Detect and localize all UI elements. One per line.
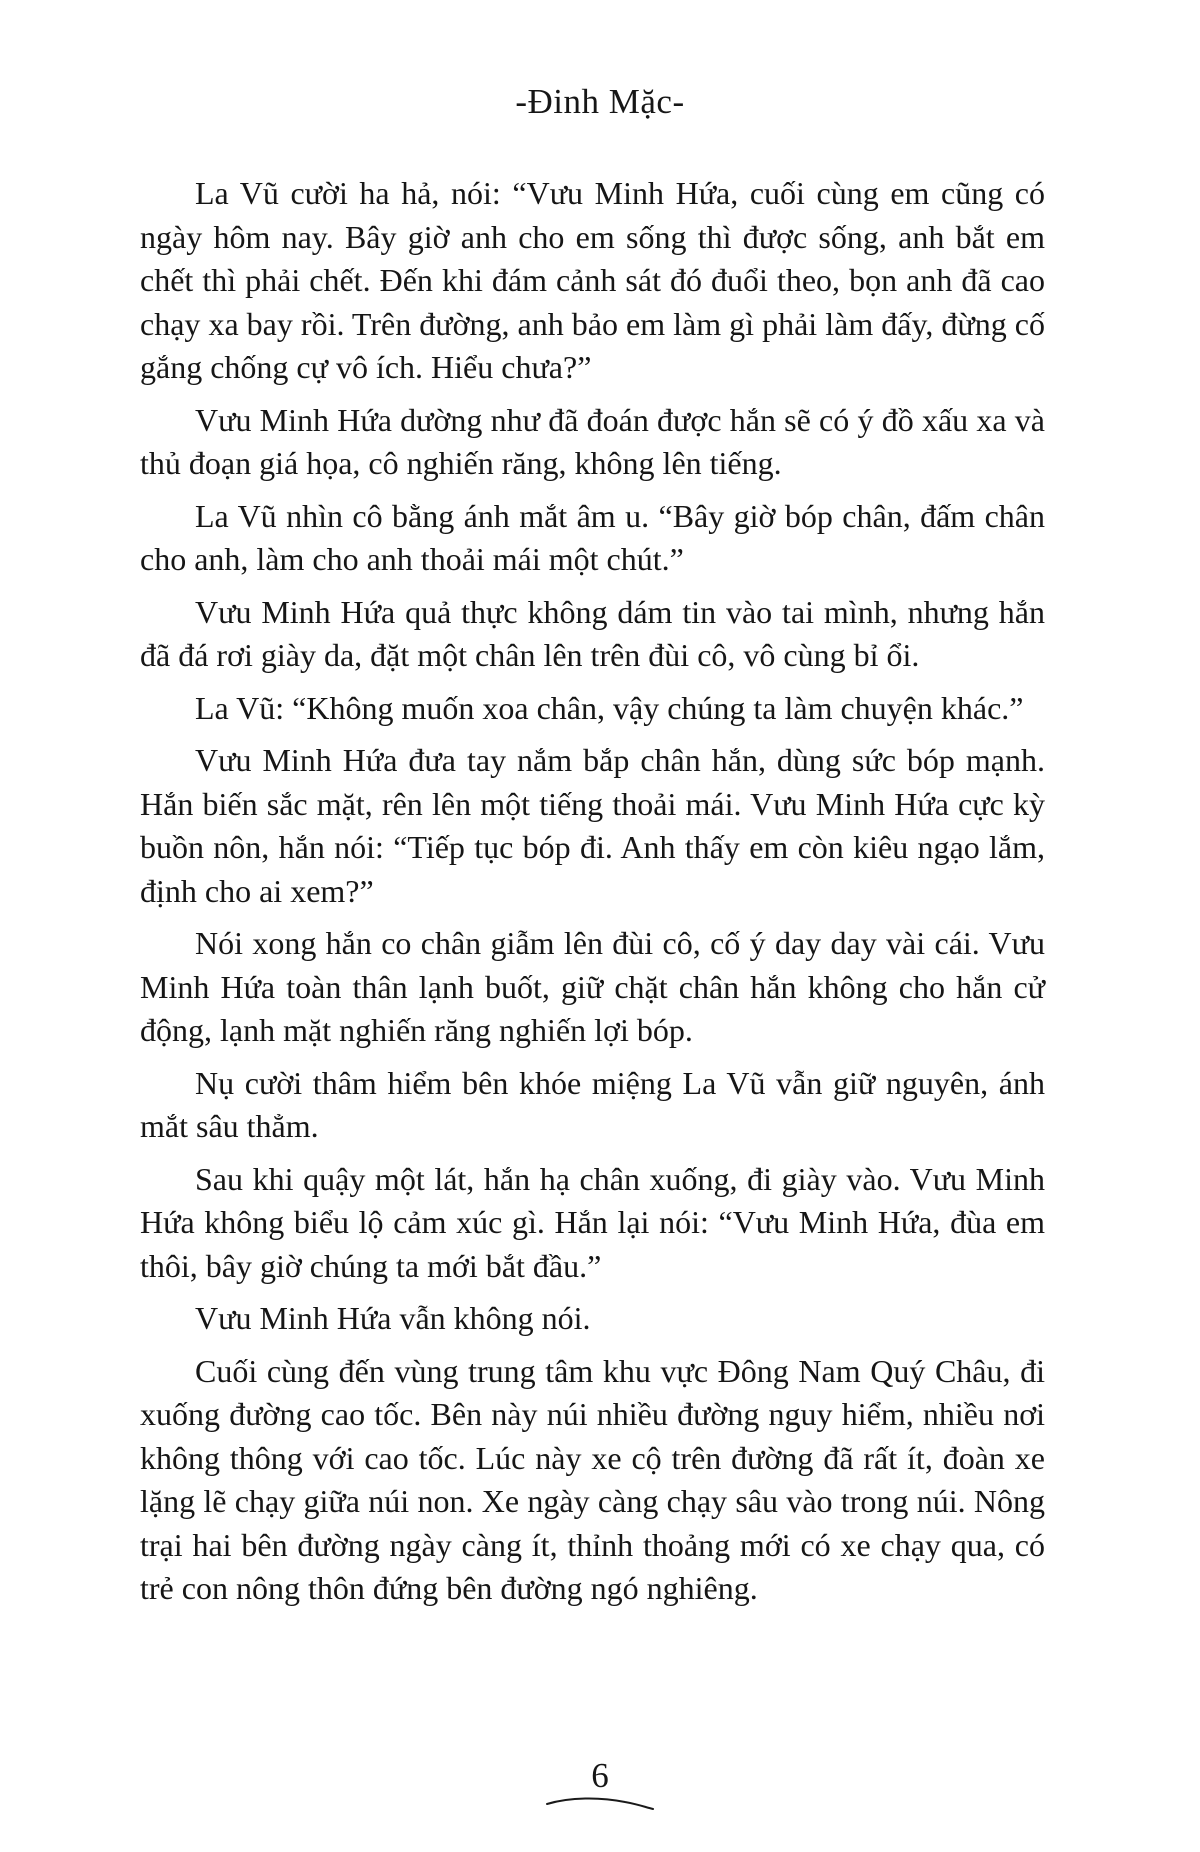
paragraph-7: Nói xong hắn co chân giẫm lên đùi cô, cố ý day day vài cái. Vưu Minh Hứa toàn thân lạnh buốt, giữ chặt chân hắn không cho hắn cử động, lạnh mặt nghiến răng nghiến lợi bóp. bbox=[140, 925, 1045, 1048]
paragraph-3: La Vũ nhìn cô bằng ánh mắt âm u. “Bây giờ bóp chân, đấm chân cho anh, làm cho anh thoải mái một chút.” bbox=[140, 497, 1045, 577]
paragraph-4: Vưu Minh Hứa quả thực không dám tin vào tai mình, nhưng hắn đã đá rơi giày da, đặt một chân lên trên đùi cô, vô cùng bỉ ổi. bbox=[140, 593, 1045, 673]
paragraph-8: Nụ cười thâm hiểm bên khóe miệng La Vũ vẫn giữ nguyên, ánh mắt sâu thẳm. bbox=[140, 1064, 1045, 1144]
running-header: -Đinh Mặc- bbox=[515, 82, 685, 121]
body-text bbox=[140, 172, 1045, 1620]
paragraph-1: La Vũ cười ha hả, nói: “Vưu Minh Hứa, cuối cùng em cũng có ngày hôm nay. Bây giờ anh cho em sống thì được sống, anh bắt em chết thì phải chết. Đến khi đám cảnh sát đó đuổi theo, bọn anh đã cao chạy xa bay rồi. Trên đường, anh bảo em làm gì phải làm đấy, đừng cố gắng chống cự vô ích. Hiểu chưa?” bbox=[140, 175, 1045, 385]
page-number: 6 bbox=[591, 1756, 609, 1795]
swash-ornament-icon bbox=[545, 1795, 655, 1811]
paragraph-10: Vưu Minh Hứa vẫn không nói. bbox=[195, 1300, 591, 1336]
paragraph-11: Cuối cùng đến vùng trung tâm khu vực Đông Nam Quý Châu, đi xuống đường cao tốc. Bên này núi nhiều đường nguy hiểm, nhiều nơi không thông với cao tốc. Lúc này xe cộ trên đường đã rất ít, đoàn xe lặng lẽ chạy giữa núi non. Xe ngày càng chạy sâu vào trong núi. Nông trại hai bên đường ngày càng ít, thỉnh thoảng mới có xe chạy qua, có trẻ con nông thôn đứng bên đường ngó nghiêng. bbox=[140, 1352, 1045, 1606]
paragraph-5: La Vũ: “Không muốn xoa chân, vậy chúng ta làm chuyện khác.” bbox=[195, 689, 1024, 726]
paragraph-9: Sau khi quậy một lát, hắn hạ chân xuống, đi giày vào. Vưu Minh Hứa không biểu lộ cảm xúc gì. Hắn lại nói: “Vưu Minh Hứa, đùa em thôi, bây giờ chúng ta mới bắt đầu.” bbox=[140, 1160, 1045, 1284]
page-footer bbox=[0, 1756, 1200, 1796]
paragraph-2: Vưu Minh Hứa dường như đã đoán được hắn sẽ có ý đồ xấu xa và thủ đoạn giá họa, cô nghiến răng, không lên tiếng. bbox=[140, 401, 1045, 481]
paragraph-6: Vưu Minh Hứa đưa tay nắm bắp chân hắn, dùng sức bóp mạnh. Hắn biến sắc mặt, rên lên một tiếng thoải mái. Vưu Minh Hứa cực kỳ buồn nôn, hắn nói: “Tiếp tục bóp đi. Anh thấy em còn kiêu ngạo lắm, định cho ai xem?” bbox=[140, 742, 1045, 909]
